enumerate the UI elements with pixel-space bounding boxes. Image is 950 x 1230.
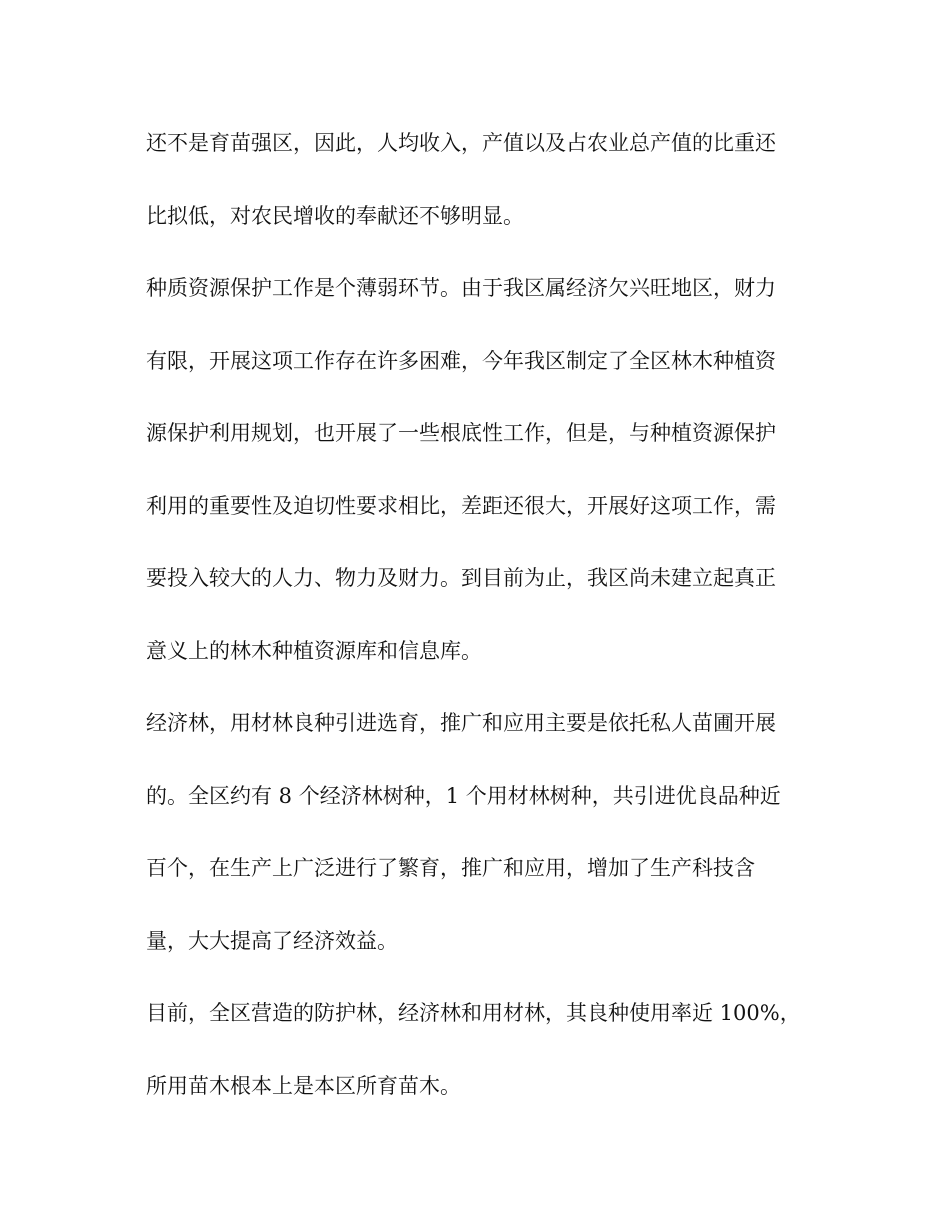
text-line: 有限，开展这项工作存在许多困难，今年我区制定了全区林木种植资 [146, 348, 776, 373]
text-line: 利用的重要性及迫切性要求相比，差距还很大，开展好这项工作，需 [146, 493, 776, 518]
text-line: 意义上的林木种植资源库和信息库。 [146, 638, 482, 663]
document-body [146, 120, 826, 1135]
text-line: 所用苗木根本上是本区所育苗木。 [146, 1073, 461, 1098]
text-line: 经济林，用材林良种引进选育，推广和应用主要是依托私人苗圃开展 [146, 711, 776, 735]
text-line: 目前，全区营造的防护林，经济林和用材林，其良种使用率近 100%， [146, 1001, 801, 1025]
text-line: 还不是育苗强区，因此，人均收入，产值以及占农业总产值的比重还 [146, 131, 776, 155]
text-line: 源保护利用规划，也开展了一些根底性工作，但是，与种植资源保护 [146, 421, 776, 445]
text-line: 百个，在生产上广泛进行了繁育，推广和应用，增加了生产科技含 [146, 856, 755, 880]
text-line: 比拟低，对农民增收的奉献还不够明显。 [146, 203, 524, 228]
text-line: 要投入较大的人力、物力及财力。到目前为止，我区尚未建立起真正 [146, 566, 776, 590]
text-line: 的。全区约有 8 个经济林树种，1 个用材林树种，共引进优良品种近 [146, 783, 781, 808]
text-line: 量，大大提高了经济效益。 [146, 928, 398, 953]
text-line: 种质资源保护工作是个薄弱环节。由于我区属经济欠兴旺地区，财力 [146, 276, 776, 300]
